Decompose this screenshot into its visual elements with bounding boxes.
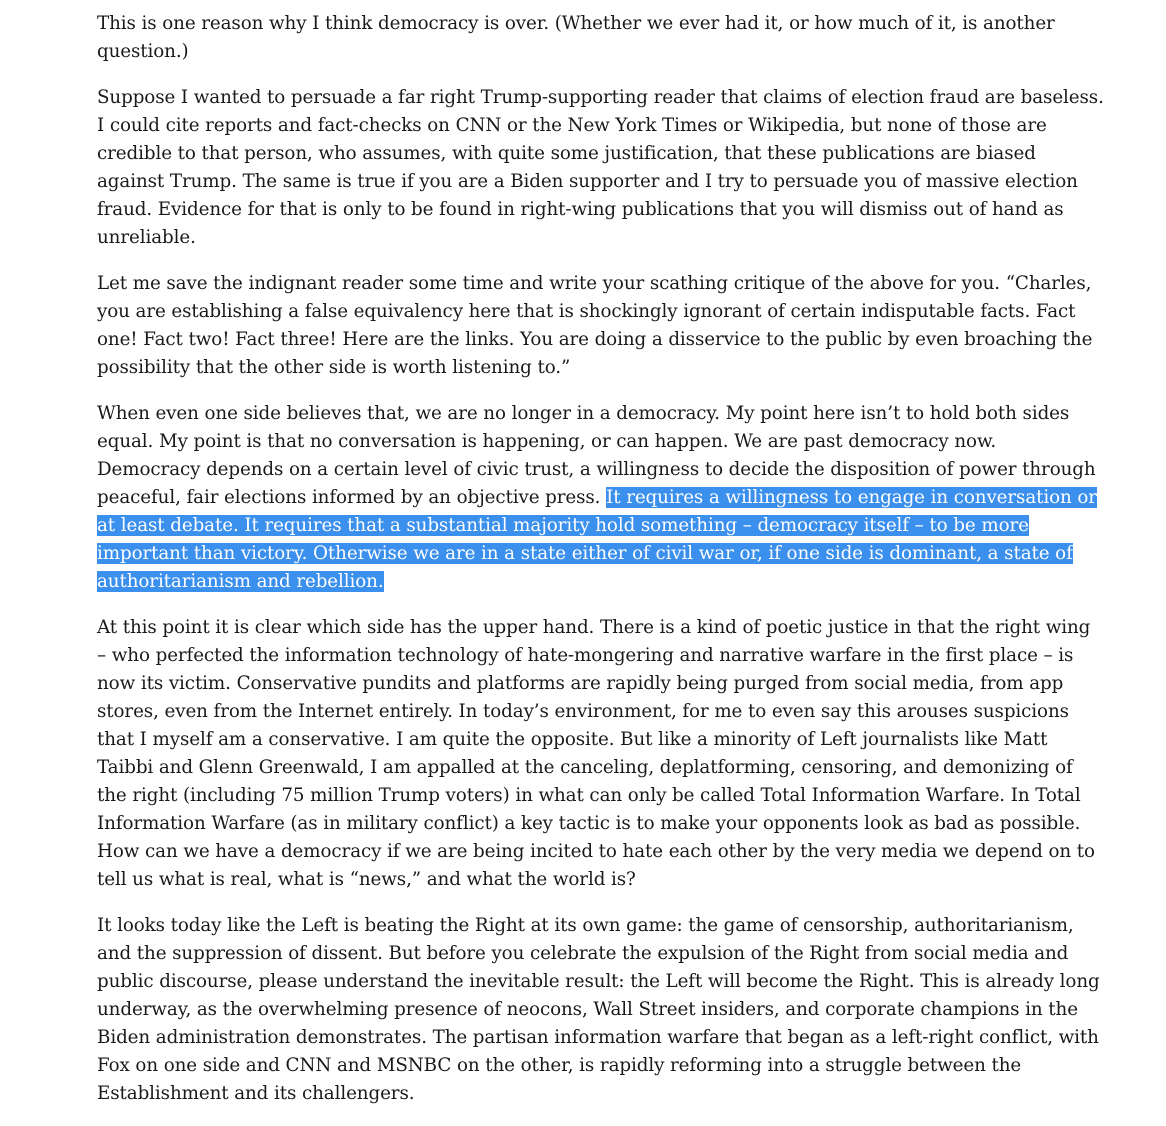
paragraph-5 [97,614,1105,894]
paragraph-6-text: It looks today like the Left is beating the Right at its own game: the game of censorship, authoritarianism, and the suppression of dissent. But before you celebrate the expulsion of the Right from social media and public discourse, please understand the inevitable result: the Left will become the Right. This is already long underway, as the overwhelming presence of neocons, Wall Street insiders, and corporate champions in the Biden administration demonstrates. The partisan information warfare that began as a left-right conflict, with Fox on one side and CNN and MSNBC on the other, is rapidly reforming into a struggle between the Establishment and its challengers. [97,915,1100,1104]
paragraph-3-text: Let me save the indignant reader some time and write your scathing critique of the above for you. “Charles, you are establishing a false equivalency here that is shockingly ignorant of certain indisputable facts. Fact one! Fact two! Fact three! Here are the links. You are doing a disservice to the public by even broaching the possibility that the other side is worth listening to.” [97,273,1093,378]
paragraph-1 [97,10,1105,66]
article-body [97,10,1105,1126]
paragraph-6 [97,912,1105,1108]
paragraph-4-text: When even one side believes that, we are no longer in a democracy. My point here isn’t to hold both sides equal. My point is that no conversation is happening, or can happen. We are past democracy now. Democracy depends on a certain level of civic trust, a willingness to decide the disposition of power through peaceful, fair elections informed by an objective press. [97,403,1096,508]
selected-text-highlight[interactable]: It requires a willingness to engage in conversation or at least debate. It requires that a substantial majority hold something – democracy itself – to be more important than victory. Otherwise we are in a state either of civil war or, if one side is dominant, a state of authoritarianism and rebellion. [97,487,1097,592]
paragraph-1-text: This is one reason why I think democracy is over. (Whether we ever had it, or how much of it, is another question.) [97,13,1055,62]
paragraph-4 [97,400,1105,596]
paragraph-3 [97,270,1105,382]
paragraph-2 [97,84,1105,252]
paragraph-2-text: Suppose I wanted to persuade a far right Trump-supporting reader that claims of election fraud are baseless. I could cite reports and fact-checks on CNN or the New York Times or Wikipedia, but none of those are credible to that person, who assumes, with quite some justification, that these publications are biased against Trump. The same is true if you are a Biden supporter and I try to persuade you of massive election fraud. Evidence for that is only to be found in right-wing publications that you will dismiss out of hand as unreliable. [97,87,1104,248]
paragraph-5-text: At this point it is clear which side has the upper hand. There is a kind of poetic justice in that the right wing – who perfected the information technology of hate-mongering and narrative warfare in the first place – is now its victim. Conservative pundits and platforms are rapidly being purged from social media, from app stores, even from the Internet entirely. In today’s environment, for me to even say this arouses suspicions that I myself am a conservative. I am quite the opposite. But like a minority of Left journalists like Matt Taibbi and Glenn Greenwald, I am appalled at the canceling, deplatforming, censoring, and demonizing of the right (including 75 million Trump voters) in what can only be called Total Information Warfare. In Total Information Warfare (as in military conflict) a key tactic is to make your opponents look as bad as possible. How can we have a democracy if we are being incited to hate each other by the very media we depend on to tell us what is real, what is “news,” and what the world is? [97,617,1095,890]
